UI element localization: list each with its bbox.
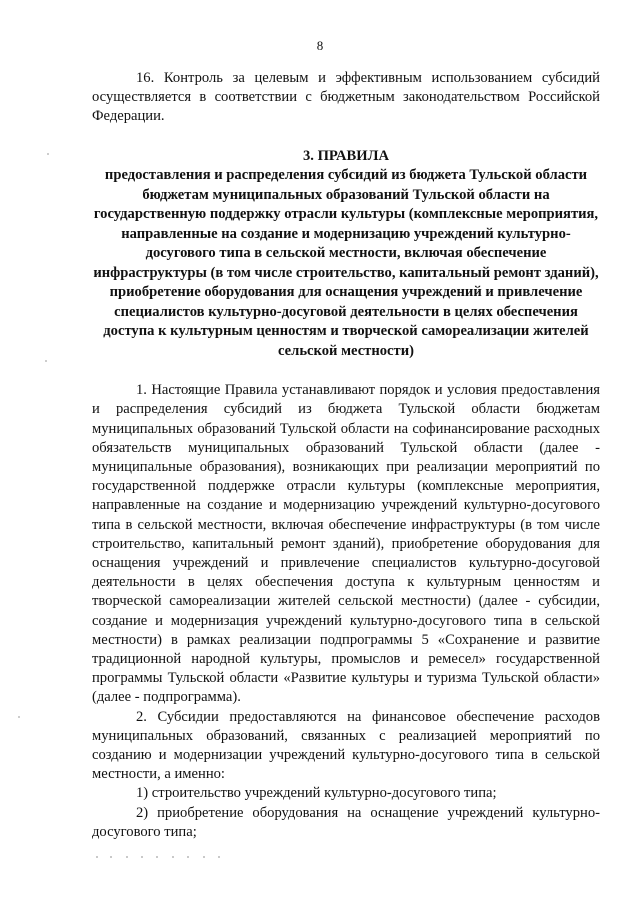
section-title: 3. ПРАВИЛА: [302, 147, 390, 164]
paragraph-1: 1. Настоящие Правила устанавливают порядок и условия предоставления и распределения субсидий из бюджета Тульской области бюджетам муниципальных образований Тульской области на софинансирование расходных обязательств муниципальных образований Тульской области (далее - муниципальные образования), возникающих при реализации мероприятий по государственной поддержке отрасли культуры (комплексные мероприятия, направленные на создание и модернизацию учреждений культурно-досугового типа в сельской местности, включая обеспечение инфраструктуры (в том числе строительство, капитальный ремонт зданий), приобретение оборудования для оснащения учреждений и привлечение специалистов культурно-досуговой деятельности в целях обеспечения доступа к культурным ценностям и творческой самореализации жителей сельской местности) (далее - субсидии, создание и модернизация учреждений культурно-досугового типа в сельской местности) в рамках реализации подпрограммы 5 «Сохранение и развитие традиционной народной культуры, промыслов и ремесел» государственной программы Тульской области «Развитие культуры и туризма Тульской области» (далее - подпрограмма).: [92, 382, 600, 706]
section-heading: [92, 147, 600, 362]
list-item-1: 1) строительство учреждений культурно-досугового типа;: [136, 785, 497, 802]
scan-speck: [47, 153, 49, 155]
paragraph-2: 2. Субсидии предоставляются на финансовое обеспечение расходов муниципальных образований, связанных с реализацией мероприятий по созданию и модернизации учреждений культурно-досугового типа в сельской местности, а именно:: [92, 708, 600, 783]
page-number: 8: [316, 38, 324, 53]
section-subtitle: предоставления и распределения субсидий из бюджета Тульской области бюджетам муниципальных образований Тульской области на государственную поддержку отрасли культуры (комплексные мероприятия, направленные на создание и модернизацию учреждений культурно-досугового типа в сельской местности, включая обеспечение инфраструктуры (в том числе строительство, капитальный ремонт зданий), приобретение оборудования для оснащения учреждений и привлечение специалистов культурно-досуговой деятельности в целях обеспечения доступа к культурным ценностям и творческой самореализации жителей сельской местности): [93, 167, 599, 359]
scan-artifact-dots: [96, 856, 236, 864]
paragraph-16: 16. Контроль за целевым и эффективным использованием субсидий осуществляется в соответствии с бюджетным законодательством Российской Федерации.: [92, 70, 600, 125]
document-body: [92, 69, 600, 842]
scan-speck: [45, 360, 47, 362]
scan-speck: [18, 716, 20, 718]
list-item-2: 2) приобретение оборудования на оснащение учреждений культурно-досугового типа;: [92, 804, 600, 840]
